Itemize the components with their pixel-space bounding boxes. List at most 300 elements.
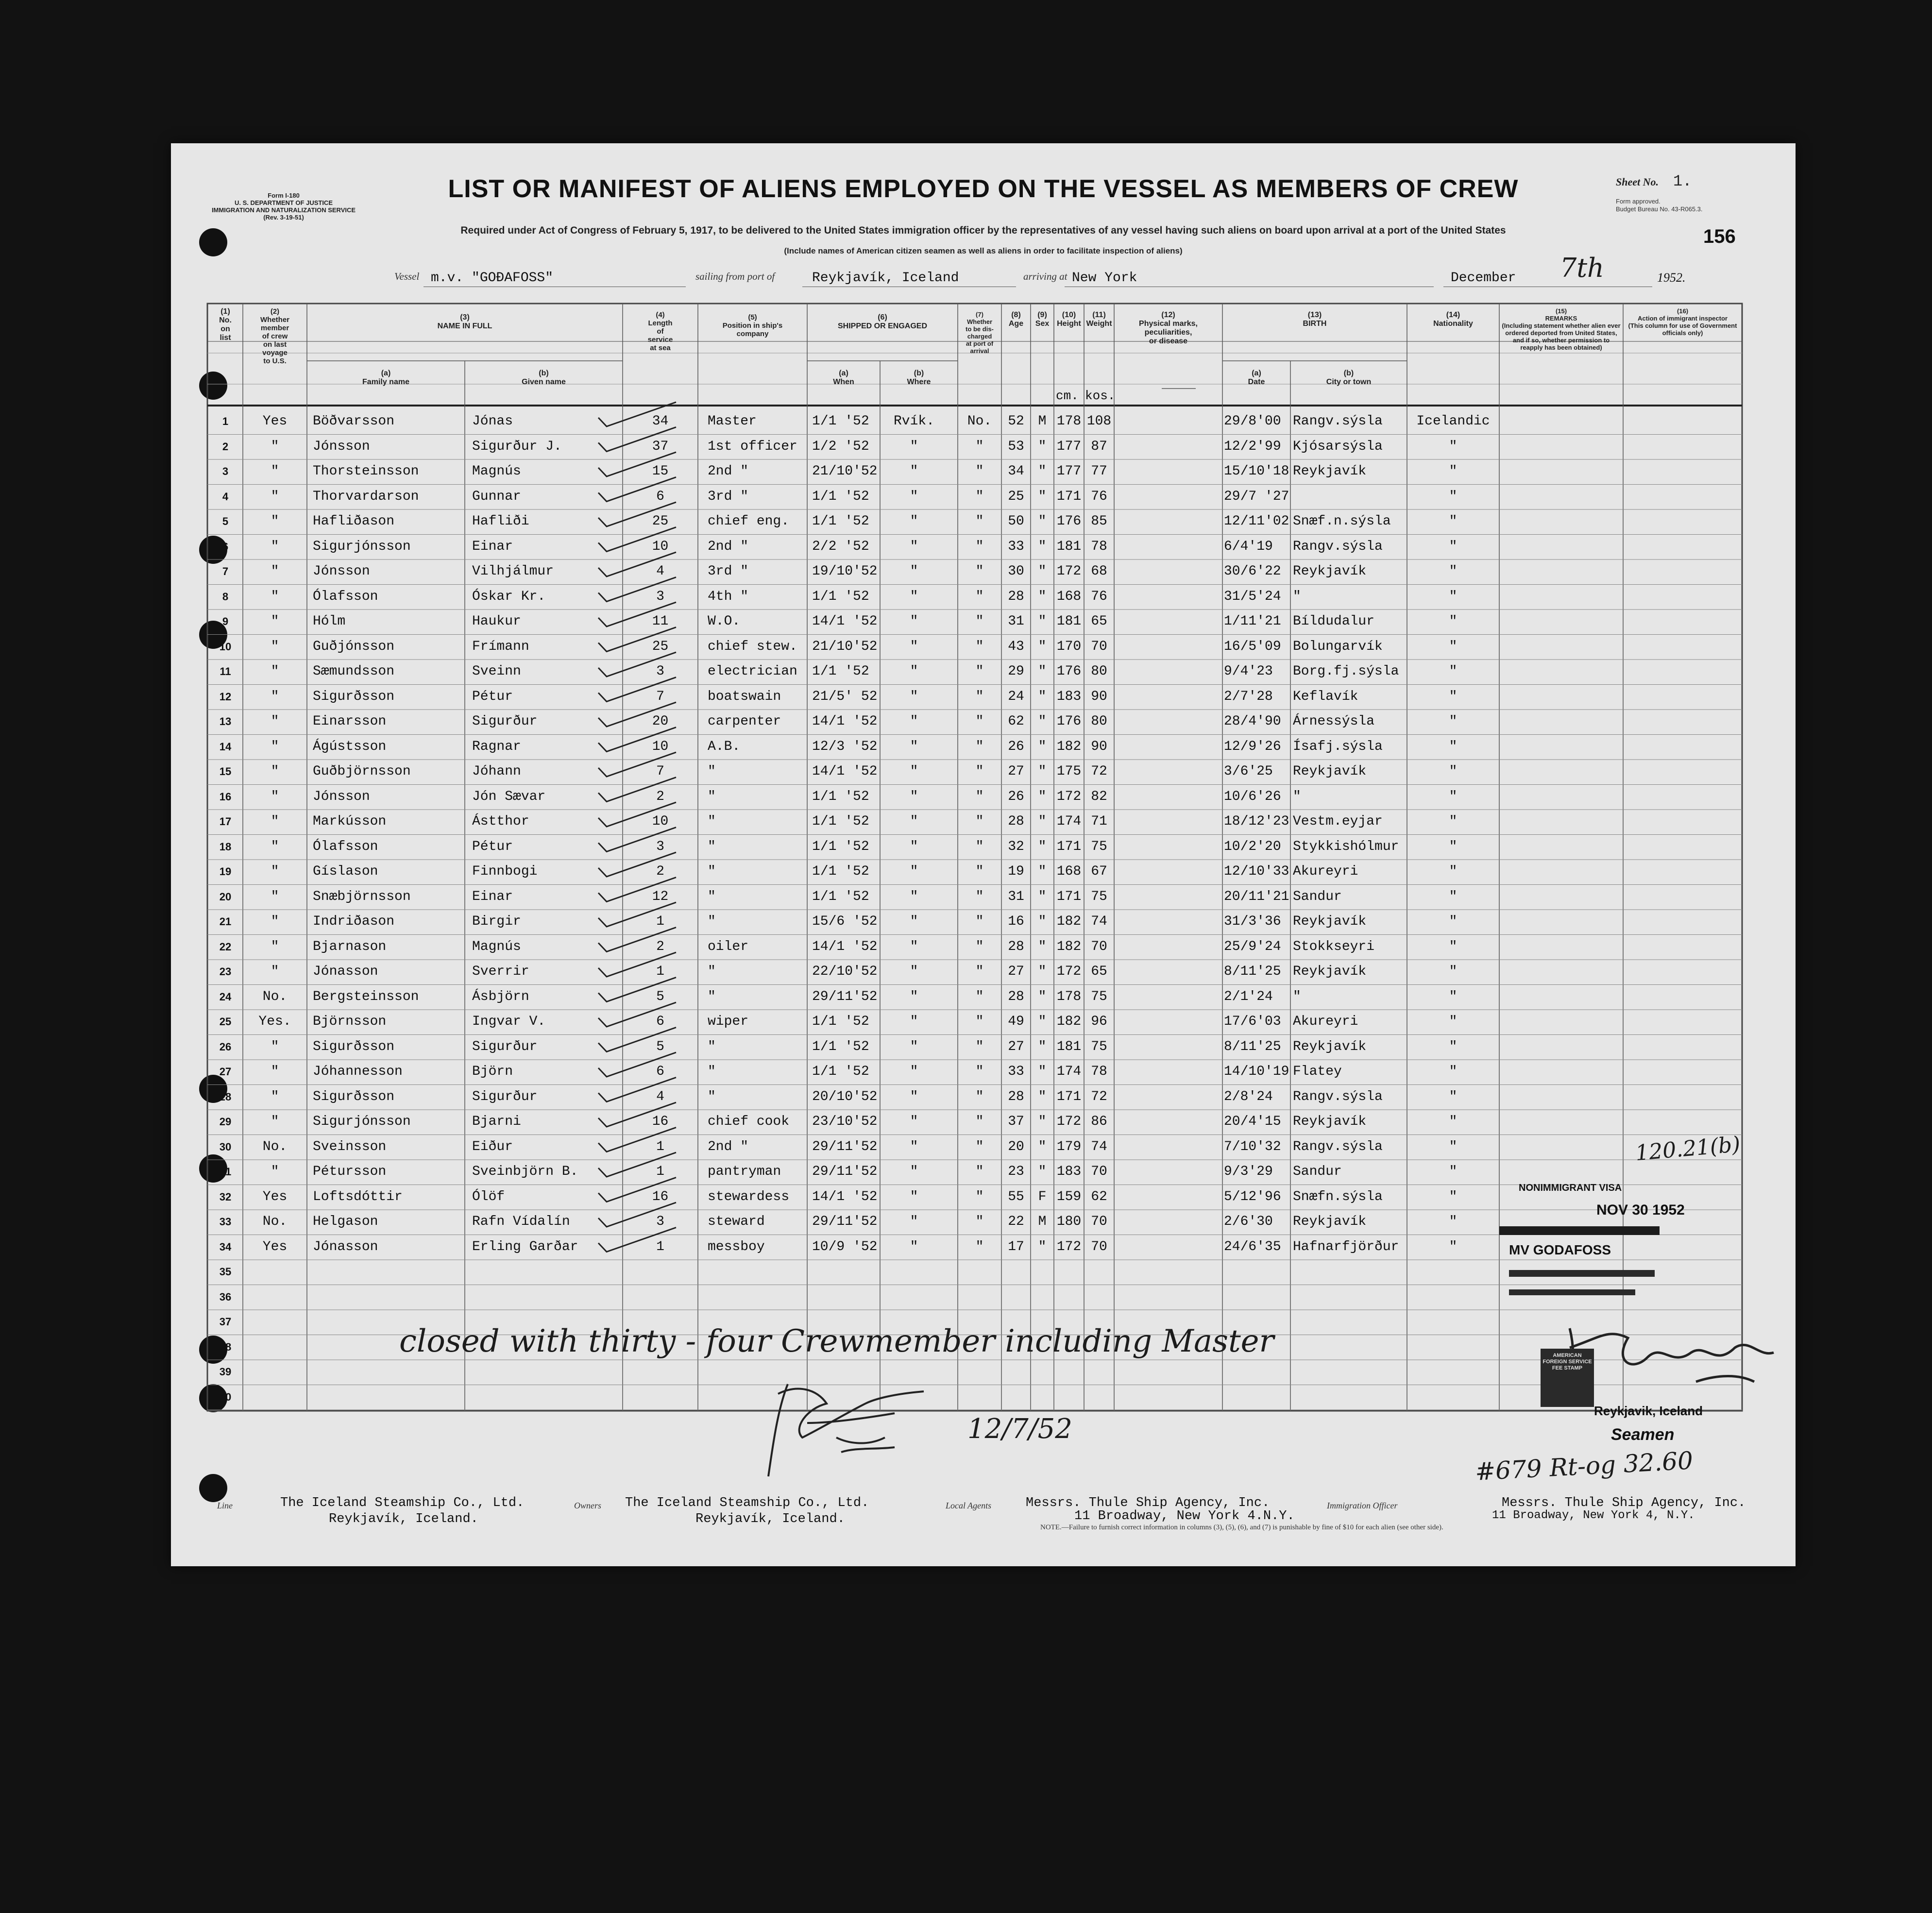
row-number: 17 (219, 815, 232, 828)
footer-agents-address: 11 Broadway, New York 4.N.Y. (1074, 1509, 1295, 1524)
crew-service-years: 15 (652, 464, 669, 479)
crew-last-voyage: " (271, 914, 279, 929)
crew-shipped-where: " (910, 1114, 918, 1129)
budget-bureau-line: Budget Bureau No. 43-R065.3. (1616, 205, 1703, 213)
crew-shipped-when: 15/6 '52 (812, 914, 878, 929)
crew-last-voyage: " (271, 539, 279, 554)
crew-nationality: " (1449, 964, 1457, 979)
row-number: 5 (222, 515, 229, 527)
crew-service-years: 10 (652, 814, 669, 829)
crew-given-name: Pétur (472, 689, 513, 704)
crew-nationality: " (1449, 989, 1457, 1004)
crew-sex: " (1038, 439, 1047, 454)
crew-given-name: Frímann (472, 639, 529, 654)
crew-position: " (708, 839, 716, 854)
crew-birth-date: 28/4'90 (1224, 714, 1281, 729)
crew-family-name: Loftsdóttir (313, 1189, 403, 1204)
crew-last-voyage: " (271, 1114, 279, 1129)
col-header-discharged: (7) Whether to be dis- charged at port of arrival (966, 311, 994, 355)
crew-birth-city: Rangv.sýsla (1293, 539, 1383, 554)
crew-family-name: Bjarnason (313, 939, 387, 954)
crew-shipped-where: " (910, 639, 918, 654)
crew-age: 22 (1008, 1214, 1024, 1229)
crew-nationality: " (1449, 1089, 1457, 1104)
crew-given-name: Sveinbjörn B. (472, 1164, 578, 1179)
crew-weight: 70 (1091, 1214, 1107, 1229)
crew-shipped-where: " (910, 814, 918, 829)
row-number: 18 (219, 840, 232, 853)
crew-service-years: 1 (656, 1139, 664, 1154)
crew-last-voyage: " (271, 489, 279, 504)
crew-position: " (708, 989, 716, 1004)
crew-shipped-when: 1/1 '52 (812, 1064, 869, 1079)
crew-discharged: " (975, 539, 984, 554)
crew-service-years: 5 (656, 989, 664, 1004)
crew-birth-city: Bolungarvík (1293, 639, 1383, 654)
crew-discharged: " (975, 1014, 984, 1029)
crew-discharged: " (975, 1139, 984, 1154)
crew-sex: " (1038, 814, 1047, 829)
crew-nationality: " (1449, 1139, 1457, 1154)
arrival-day: 7th (1560, 253, 1604, 283)
arriving-port: New York (1072, 271, 1137, 286)
crew-birth-city: Snæf.n.sýsla (1293, 514, 1391, 529)
crew-sex: " (1038, 1089, 1047, 1104)
crew-height: 182 (1056, 1014, 1082, 1029)
crew-given-name: Sverrir (472, 964, 529, 979)
crew-last-voyage: Yes (262, 1239, 288, 1254)
crew-family-name: Jónasson (313, 1239, 378, 1254)
crew-age: 37 (1008, 1114, 1024, 1129)
crew-shipped-when: 1/1 '52 (812, 839, 869, 854)
crew-family-name: Ágústsson (313, 739, 387, 754)
crew-service-years: 6 (656, 489, 664, 504)
crew-age: 28 (1008, 989, 1024, 1004)
col-header-birth-date: (a) Date (1248, 369, 1265, 386)
crew-discharged: " (975, 1239, 984, 1254)
crew-service-years: 7 (656, 689, 664, 704)
crew-shipped-where: Rvík. (893, 414, 934, 429)
crew-service-years: 1 (656, 1164, 664, 1179)
fee-stamp (1541, 1349, 1594, 1407)
crew-birth-date: 20/11'21 (1224, 889, 1289, 904)
crew-shipped-when: 29/11'52 (812, 989, 878, 1004)
crew-birth-city: Akureyri (1293, 864, 1358, 879)
crew-birth-city: Snæfn.sýsla (1293, 1189, 1383, 1204)
crew-sex: " (1038, 639, 1047, 654)
crew-shipped-where: " (910, 1214, 918, 1229)
crew-position: " (708, 764, 716, 779)
crew-height: 177 (1056, 464, 1082, 479)
row-number: 21 (219, 915, 232, 928)
crew-weight: 70 (1091, 1239, 1107, 1254)
col-header-name: (3) NAME IN FULL (437, 313, 492, 330)
vessel-label: Vessel (394, 271, 420, 282)
crew-sex: " (1038, 1039, 1047, 1054)
crew-given-name: Jón Sævar (472, 789, 546, 804)
col-header-last-voyage: (2) Whether member of crew on last voyage to U.S. (260, 307, 289, 365)
bottom-fee-note: #679 Rt-og 32.60 (1474, 1446, 1694, 1486)
crew-discharged: " (975, 664, 984, 679)
crew-age: 33 (1008, 1064, 1024, 1079)
col-header-birth: (13) BIRTH (1303, 311, 1327, 328)
crew-birth-city: Stykkishólmur (1293, 839, 1399, 854)
crew-last-voyage: " (271, 464, 279, 479)
crew-birth-city: Rangv.sýsla (1293, 1139, 1383, 1154)
crew-birth-date: 25/9'24 (1224, 939, 1281, 954)
crew-age: 27 (1008, 764, 1024, 779)
crew-position: 2nd " (708, 1139, 749, 1154)
crew-last-voyage: " (271, 614, 279, 629)
crew-given-name: Erling Garðar (472, 1239, 578, 1254)
crew-family-name: Thorsteinsson (313, 464, 419, 479)
crew-birth-date: 30/6'22 (1224, 564, 1281, 579)
crew-sex: " (1038, 839, 1047, 854)
crew-discharged: " (975, 839, 984, 854)
crew-service-years: 3 (656, 664, 664, 679)
sheet-value: 1. (1673, 172, 1692, 190)
crew-birth-city: Kjósarsýsla (1293, 439, 1383, 454)
crew-nationality: " (1449, 1189, 1457, 1204)
crew-birth-date: 9/4'23 (1224, 664, 1273, 679)
crew-discharged: " (975, 464, 984, 479)
crew-sex: " (1038, 939, 1047, 954)
crew-shipped-where: " (910, 1089, 918, 1104)
col-header-service: (4) Length of service at sea (647, 311, 673, 352)
crew-discharged: " (975, 1189, 984, 1204)
crew-discharged: " (975, 914, 984, 929)
row-number: 31 (219, 1166, 232, 1178)
footer-line-label: Line (217, 1501, 233, 1510)
crew-birth-date: 31/3'36 (1224, 914, 1281, 929)
crew-birth-date: 15/10'18 (1224, 464, 1289, 479)
crew-last-voyage: " (271, 764, 279, 779)
row-number: 2 (222, 440, 229, 453)
crew-given-name: Sigurður (472, 1039, 538, 1054)
crew-nationality: " (1449, 1214, 1457, 1229)
crew-nationality: " (1449, 514, 1457, 529)
footer-owners-city: Reykjavík, Iceland. (695, 1512, 845, 1526)
crew-family-name: Jóhannesson (313, 1064, 403, 1079)
crew-given-name: Vilhjálmur (472, 564, 554, 579)
crew-service-years: 16 (652, 1114, 669, 1129)
footer-officer-value: Messrs. Thule Ship Agency, Inc. (1502, 1496, 1746, 1510)
crew-birth-city: Reykjavík (1293, 1039, 1367, 1054)
col-header-remarks: (15) REMARKS (Including statement whether alien ever ordered deported from United States, and if so, whether permission to reapply has been obtained) (1502, 307, 1621, 351)
row-number: 15 (219, 765, 232, 778)
crew-sex: " (1038, 539, 1047, 554)
crew-discharged: " (975, 764, 984, 779)
empty-row-number: 39 (219, 1366, 232, 1378)
crew-shipped-where: " (910, 914, 918, 929)
crew-last-voyage: " (271, 439, 279, 454)
crew-family-name: Sigurðsson (313, 689, 395, 704)
crew-given-name: Sigurður (472, 714, 538, 729)
crew-birth-date: 17/6'03 (1224, 1014, 1281, 1029)
crew-birth-date: 10/2'20 (1224, 839, 1281, 854)
crew-birth-city: Ísafj.sýsla (1293, 739, 1383, 754)
crew-last-voyage: " (271, 1039, 279, 1054)
footer-line-value: The Iceland Steamship Co., Ltd. (280, 1496, 525, 1510)
crew-position: chief cook (708, 1114, 790, 1129)
crew-age: 29 (1008, 664, 1024, 679)
crew-family-name: Thorvardarson (313, 489, 419, 504)
crew-shipped-where: " (910, 464, 918, 479)
crew-family-name: Jónasson (313, 964, 378, 979)
crew-discharged: " (975, 889, 984, 904)
crew-sex: " (1038, 989, 1047, 1004)
crew-nationality: " (1449, 639, 1457, 654)
crew-discharged: " (975, 1039, 984, 1054)
stamp-bar (1499, 1226, 1660, 1235)
crew-discharged: " (975, 614, 984, 629)
crew-family-name: Sigurðsson (313, 1039, 395, 1054)
crew-sex: " (1038, 1164, 1047, 1179)
crew-shipped-when: 14/1 '52 (812, 764, 878, 779)
crew-shipped-when: 29/11'52 (812, 1164, 878, 1179)
crew-position: W.O. (708, 614, 741, 629)
crew-shipped-when: 1/1 '52 (812, 1039, 869, 1054)
crew-age: 28 (1008, 589, 1024, 604)
crew-shipped-when: 1/1 '52 (812, 789, 869, 804)
crew-age: 27 (1008, 964, 1024, 979)
crew-weight: 72 (1091, 1089, 1107, 1104)
crew-family-name: Jónsson (313, 789, 370, 804)
crew-shipped-where: " (910, 964, 918, 979)
crew-discharged: " (975, 814, 984, 829)
crew-shipped-where: " (910, 939, 918, 954)
footer-agents-value: Messrs. Thule Ship Agency, Inc. (1026, 1496, 1270, 1510)
crew-service-years: 2 (656, 939, 664, 954)
crew-family-name: Gíslason (313, 864, 378, 879)
crew-discharged: " (975, 589, 984, 604)
crew-position: 3rd " (708, 564, 749, 579)
crew-service-years: 1 (656, 914, 664, 929)
crew-position: " (708, 864, 716, 879)
crew-birth-date: 14/10'19 (1224, 1064, 1289, 1079)
crew-shipped-where: " (910, 664, 918, 679)
crew-given-name: Gunnar (472, 489, 521, 504)
crew-shipped-where: " (910, 614, 918, 629)
crew-birth-date: 12/11'02 (1224, 514, 1289, 529)
crew-height: 180 (1056, 1214, 1082, 1229)
crew-birth-city: Akureyri (1293, 1014, 1358, 1029)
crew-sex: " (1038, 1139, 1047, 1154)
crew-shipped-when: 1/1 '52 (812, 814, 869, 829)
crew-service-years: 5 (656, 1039, 664, 1054)
footer-line-city: Reykjavík, Iceland. (329, 1512, 478, 1526)
crew-birth-date: 2/8'24 (1224, 1089, 1273, 1104)
crew-birth-city: Rangv.sýsla (1293, 414, 1383, 429)
crew-last-voyage: " (271, 964, 279, 979)
crew-family-name: Guðjónsson (313, 639, 395, 654)
crew-nationality: " (1449, 489, 1457, 504)
crew-sex: " (1038, 914, 1047, 929)
empty-row-number: 36 (219, 1290, 232, 1303)
crew-position: messboy (708, 1239, 765, 1254)
crew-weight: 78 (1091, 1064, 1107, 1079)
crew-last-voyage: " (271, 689, 279, 704)
arriving-label: arriving at (1023, 271, 1068, 282)
row-number: 10 (219, 640, 232, 653)
crew-height: 171 (1056, 1089, 1082, 1104)
crew-weight: 85 (1091, 514, 1107, 529)
crew-height: 178 (1056, 989, 1082, 1004)
page-title: LIST OR MANIFEST OF ALIENS EMPLOYED ON THE VESSEL AS MEMBERS OF CREW (448, 175, 1519, 203)
crew-service-years: 12 (652, 889, 669, 904)
crew-last-voyage: " (271, 789, 279, 804)
crew-nationality: " (1449, 1039, 1457, 1054)
crew-shipped-where: " (910, 864, 918, 879)
crew-height: 177 (1056, 439, 1082, 454)
crew-nationality: " (1449, 664, 1457, 679)
crew-shipped-where: " (910, 1164, 918, 1179)
crew-age: 20 (1008, 1139, 1024, 1154)
crew-nationality: " (1449, 789, 1457, 804)
crew-nationality: " (1449, 1064, 1457, 1079)
crew-nationality: " (1449, 839, 1457, 854)
crew-discharged: " (975, 564, 984, 579)
crew-shipped-where: " (910, 589, 918, 604)
crew-last-voyage: " (271, 714, 279, 729)
crew-given-name: Eiður (472, 1139, 513, 1154)
crew-discharged: No. (967, 414, 992, 429)
crew-age: 28 (1008, 814, 1024, 829)
crew-age: 16 (1008, 914, 1024, 929)
crew-service-years: 37 (652, 439, 669, 454)
crew-given-name: Sveinn (472, 664, 521, 679)
crew-service-years: 11 (652, 614, 669, 629)
crew-age: 26 (1008, 739, 1024, 754)
form-revision: (Rev. 3-19-51) (263, 214, 304, 221)
crew-service-years: 10 (652, 739, 669, 754)
crew-shipped-when: 21/5' 52 (812, 689, 878, 704)
crew-shipped-where: " (910, 1189, 918, 1204)
crew-shipped-when: 2/2 '52 (812, 539, 869, 554)
crew-service-years: 3 (656, 839, 664, 854)
crew-given-name: Ragnar (472, 739, 521, 754)
crew-discharged: " (975, 1164, 984, 1179)
crew-shipped-when: 20/10'52 (812, 1089, 878, 1104)
crew-nationality: " (1449, 1239, 1457, 1254)
crew-sex: " (1038, 864, 1047, 879)
crew-shipped-when: 1/1 '52 (812, 664, 869, 679)
crew-shipped-when: 1/1 '52 (812, 889, 869, 904)
crew-height: 172 (1056, 1239, 1082, 1254)
crew-shipped-where: " (910, 564, 918, 579)
crew-weight: 74 (1091, 914, 1107, 929)
crew-family-name: Helgason (313, 1214, 378, 1229)
crew-family-name: Sveinsson (313, 1139, 387, 1154)
crew-sex: " (1038, 1014, 1047, 1029)
crew-weight: 90 (1091, 739, 1107, 754)
row-number: 25 (219, 1016, 232, 1028)
crew-service-years: 6 (656, 1064, 664, 1079)
crew-weight: 65 (1091, 964, 1107, 979)
form-subtitle: Required under Act of Congress of February 5, 1917, to be delivered to the United States immigration officer by the representatives of any vessel having such aliens on board upon arrival at a port of the United States (460, 225, 1506, 236)
crew-height: 179 (1056, 1139, 1082, 1154)
crew-weight: 80 (1091, 714, 1107, 729)
col-header-list-no: (1) No. on list (219, 307, 232, 342)
crew-shipped-when: 21/10'52 (812, 639, 878, 654)
crew-height: 181 (1056, 614, 1082, 629)
empty-row-number: 37 (219, 1316, 232, 1328)
crew-last-voyage: " (271, 589, 279, 604)
crew-family-name: Jónsson (313, 439, 370, 454)
arrival-month: December (1451, 271, 1516, 286)
visa-date: NOV 30 1952 (1596, 1202, 1685, 1218)
crew-height: 172 (1056, 789, 1082, 804)
crew-age: 28 (1008, 1089, 1024, 1104)
col-header-birth-city: (b) City or town (1326, 369, 1372, 386)
crew-age: 55 (1008, 1189, 1024, 1204)
crew-service-years: 1 (656, 964, 664, 979)
row-number: 9 (222, 615, 229, 627)
crew-discharged: " (975, 964, 984, 979)
crew-nationality: " (1449, 439, 1457, 454)
crew-nationality: " (1449, 589, 1457, 604)
crew-family-name: Böðvarsson (313, 414, 395, 429)
crew-discharged: " (975, 639, 984, 654)
crew-birth-city: Rangv.sýsla (1293, 1089, 1383, 1104)
crew-family-name: Pétursson (313, 1164, 387, 1179)
crew-birth-city: " (1293, 589, 1301, 604)
crew-height: 183 (1056, 689, 1082, 704)
crew-birth-date: 2/1'24 (1224, 989, 1273, 1004)
crew-service-years: 34 (652, 414, 669, 429)
department-name: U. S. DEPARTMENT OF JUSTICE (235, 199, 333, 206)
crew-service-years: 10 (652, 539, 669, 554)
crew-position: A.B. (708, 739, 741, 754)
crew-shipped-where: " (910, 714, 918, 729)
crew-nationality: " (1449, 714, 1457, 729)
inspector-signature (720, 1365, 963, 1491)
crew-birth-date: 2/7'28 (1224, 689, 1273, 704)
crew-family-name: Ólafsson (313, 589, 378, 604)
crew-service-years: 3 (656, 1214, 664, 1229)
col-header-height: (10) Height (1057, 311, 1081, 328)
crew-position: " (708, 914, 716, 929)
crew-weight: 62 (1091, 1189, 1107, 1204)
crew-family-name: Hafliðason (313, 514, 395, 529)
crew-birth-date: 29/7 '27 (1224, 489, 1289, 504)
crew-given-name: Rafn Vídalín (472, 1214, 570, 1229)
crew-nationality: " (1449, 1164, 1457, 1179)
crew-sex: " (1038, 664, 1047, 679)
crew-height: 159 (1056, 1189, 1082, 1204)
crew-birth-date: 2/6'30 (1224, 1214, 1273, 1229)
crew-position: electrician (708, 664, 797, 679)
crew-shipped-where: " (910, 1039, 918, 1054)
col-header-physical-marks: (12) Physical marks, peculiarities, or disease (1139, 311, 1198, 345)
crew-position: oiler (708, 939, 749, 954)
crew-nationality: " (1449, 764, 1457, 779)
crew-discharged: " (975, 989, 984, 1004)
crew-birth-date: 29/8'00 (1224, 414, 1281, 429)
crew-birth-city: Flatey (1293, 1064, 1342, 1079)
crew-discharged: " (975, 714, 984, 729)
crew-last-voyage: Yes (262, 414, 288, 429)
crew-given-name: Jóhann (472, 764, 521, 779)
crew-age: 26 (1008, 789, 1024, 804)
crew-sex: M (1038, 1214, 1047, 1229)
crew-shipped-when: 1/1 '52 (812, 514, 869, 529)
crew-sex: " (1038, 714, 1047, 729)
crew-family-name: Bergsteinsson (313, 989, 419, 1004)
crew-birth-date: 8/11'25 (1224, 964, 1281, 979)
crew-shipped-where: " (910, 1139, 918, 1154)
crew-birth-city: Hafnarfjörður (1293, 1239, 1399, 1254)
